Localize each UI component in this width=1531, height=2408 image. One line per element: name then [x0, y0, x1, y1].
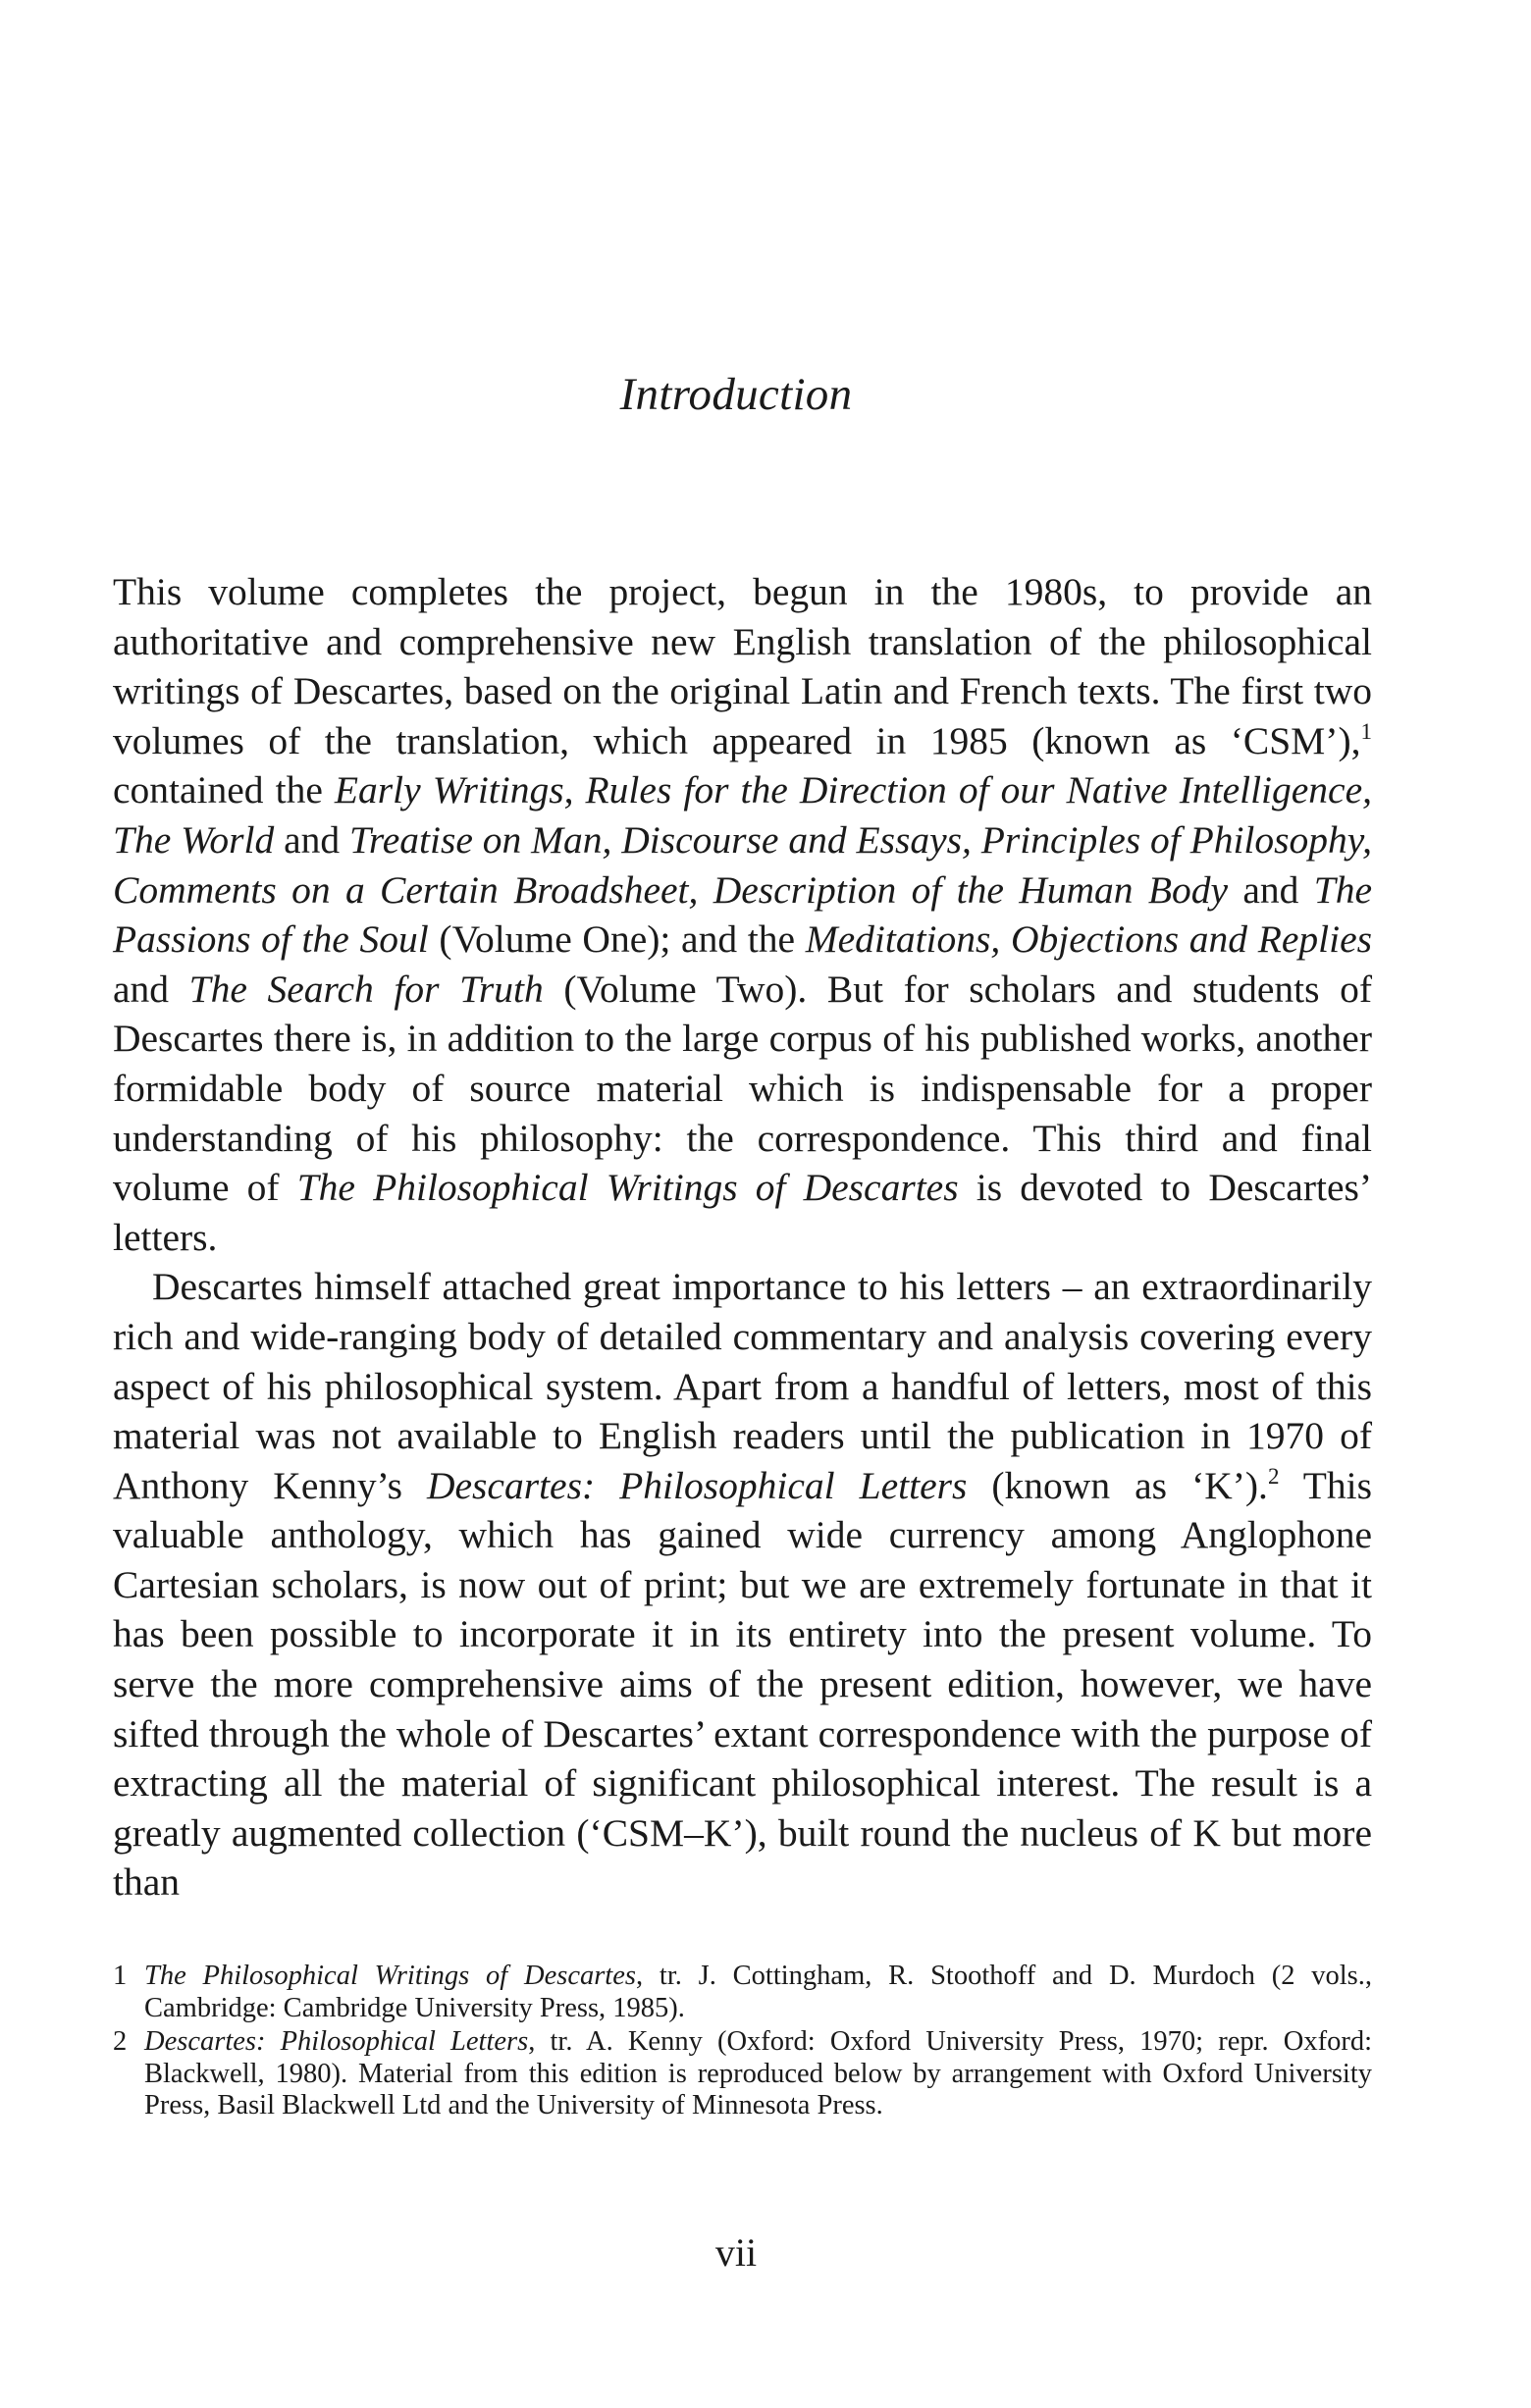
footnote-text: , tr. J. Cottingham, R. Stoothoff and D. Murdoch (2 vols., Cambridge: Cambridge University Press, 1985). — [144, 1961, 1372, 2023]
footnote-1 — [113, 1961, 1372, 2024]
p1-text-6: and — [113, 967, 189, 1011]
p1-text-3: and — [274, 817, 350, 862]
p1-work-5: The Search for Truth — [188, 967, 544, 1011]
p1-text-8: is devoted to Descartes’ letters. — [113, 1166, 1373, 1259]
p1-text-5: (Volume One); and the — [428, 917, 806, 962]
p1-text-7: (Volume Two). But for scholars and students of Descartes there is, in addition to the large corpus of his published works, another formidable body of source material which is indispensable for a proper understanding of his philosophy: the correspondence. This third and final volume of — [113, 967, 1372, 1210]
footnotes — [113, 1961, 1372, 2124]
page-title: Introduction — [619, 369, 853, 420]
paragraph-1 — [113, 567, 1372, 1262]
body-text — [113, 567, 1372, 1908]
p2-text-2: (known as ‘K’). — [967, 1463, 1268, 1507]
footnote-number: 2 — [113, 2026, 128, 2057]
footnote-text: , tr. A. Kenny (Oxford: Oxford University Press, 1970; repr. Oxford: Blackwell, 1980). Material from this edition is reproduced below by arrangement with Oxford University Press, Basil Blackwell Ltd and the University of Minnesota Press. — [144, 2026, 1372, 2120]
footnote-ref-2[interactable]: 2 — [1267, 1463, 1280, 1489]
p1-work-2: Treatise on Man, Discourse and Essays, Principles of Philosophy, Comments on a Certain Broadsheet, Description of the Human Body — [113, 817, 1372, 912]
p1-work-1: Early Writings, Rules for the Direction of our Native Intelligence, The World — [113, 768, 1372, 862]
p1-text-2: contained the — [113, 768, 335, 812]
footnote-title: The Philosophical Writings of Descartes — [144, 1961, 636, 1991]
p2-work-1: Descartes: Philosophical Letters — [427, 1463, 968, 1507]
footnote-2 — [113, 2026, 1372, 2122]
p1-text-1: This volume completes the project, begun in the 1980s, to provide an authoritative and comprehensive new English translation of the philosophical writings of Descartes, based on the original Latin and French texts. The first two volumes of the translation, which appeared in 1985 (known as ‘CSM’), — [113, 570, 1372, 762]
p1-work-6: The Philosophical Writings of Descartes — [296, 1166, 959, 1210]
p1-work-4: Meditations, Objections and Replies — [805, 917, 1372, 962]
paragraph-2 — [113, 1262, 1372, 1908]
p2-text-3: This valuable anthology, which has gained wide currency among Anglophone Cartesian scholars, is now out of print; but we are extremely fortunate in that it has been possible to incorporate it in its entirety into the present volume. To serve the more comprehensive aims of the present edition, however, we have sifted through the whole of Descartes’ extant correspondence with the purpose of extracting all the material of significant philosophical interest. The result is a greatly augmented collection (‘CSM–K’), built round the nucleus of K but more than — [113, 1463, 1372, 1905]
footnote-ref-1[interactable]: 1 — [1360, 718, 1372, 744]
p2-text-1: Descartes himself attached great importance to his letters – an extraordinarily rich and wide-ranging body of detailed commentary and analysis covering every aspect of his philosophical system. Apart from a handful of letters, most of this material was not available to English readers until the publication in 1970 of Anthony Kenny’s — [113, 1265, 1372, 1507]
footnote-number: 1 — [113, 1961, 128, 1991]
footnote-title: Descartes: Philosophical Letters — [144, 2026, 529, 2057]
page-number: vii — [714, 2230, 758, 2275]
p1-work-3: The Passions of the Soul — [113, 867, 1372, 962]
p1-text-4: and — [1228, 867, 1314, 912]
